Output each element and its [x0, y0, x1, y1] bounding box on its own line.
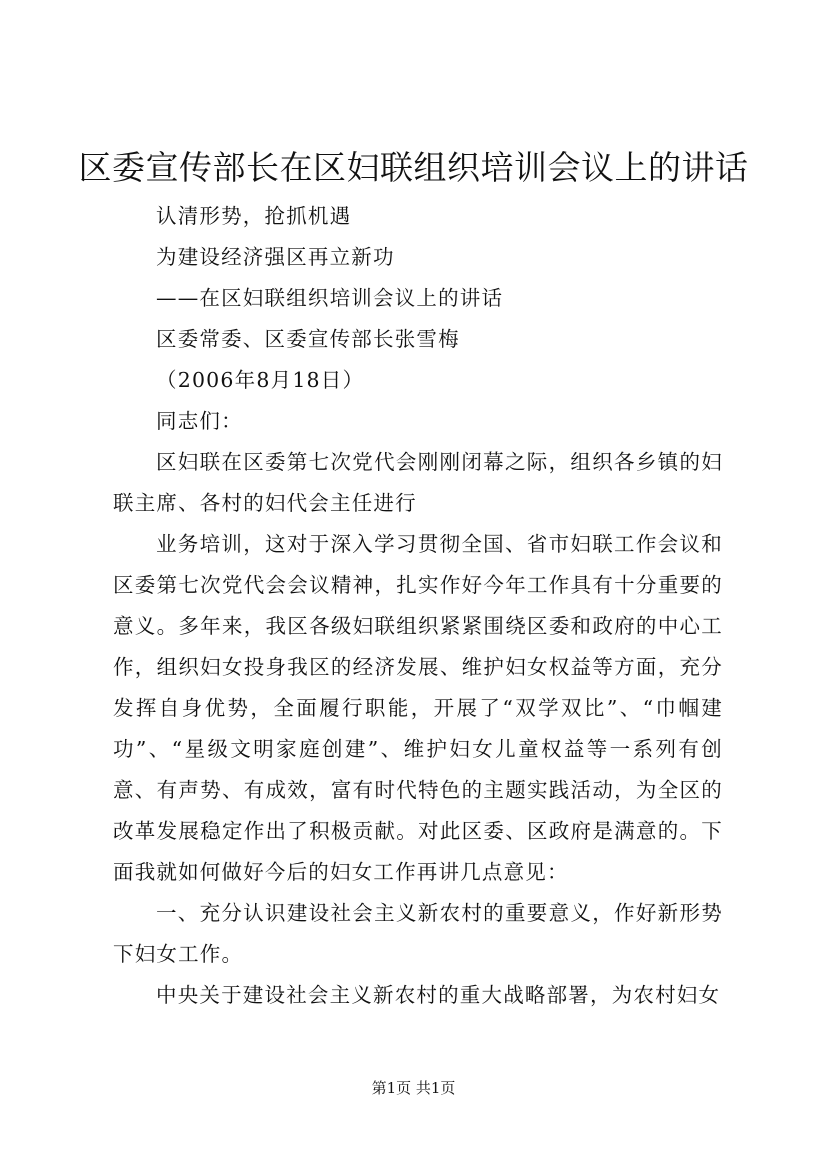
document-title: 区委宣传部长在区妇联组织培训会议上的讲话	[78, 148, 749, 187]
body-paragraph: 中央关于建设社会主义新农村的重大战略部署，为农村妇女	[156, 983, 721, 1007]
page-footer: 第1页 共1页	[371, 1079, 456, 1097]
section-heading: 一、充分认识建设社会主义新农村的重要意义，作好新形势下妇女工作。	[113, 901, 723, 966]
speaker-line: 区委常委、区委宣传部长张雪梅	[156, 327, 460, 351]
salutation: 同志们：	[156, 409, 243, 433]
subtitle-line-1: 认清形势，抢抓机遇	[156, 204, 352, 228]
body-paragraph: 区妇联在区委第七次党代会刚刚闭幕之际，组织各乡镇的妇联主席、各村的妇代会主任进行	[113, 450, 723, 515]
subtitle-line-2: 为建设经济强区再立新功	[156, 245, 395, 269]
document-body	[113, 196, 723, 1016]
body-paragraph: 业务培训，这对于深入学习贯彻全国、省市妇联工作会议和区委第七次党代会会议精神，扎实作好今年工作具有十分重要的意义。多年来，我区各级妇联组织紧紧围绕区委和政府的中心工作，组织妇女投身我区的经济发展、维护妇女权益等方面，充分发挥自身优势，全面履行职能，开展了“双学双比”、“巾帼建功”、“星级文明家庭创建”、维护妇女儿童权益等一系列有创意、有声势、有成效，富有时代特色的主题实践活动，为全区的改革发展稳定作出了积极贡献。对此区委、区政府是满意的。下面我就如何做好今后的妇女工作再讲几点意见：	[113, 532, 723, 884]
subtitle-line-3: ——在区妇联组织培训会议上的讲话	[156, 286, 504, 310]
date-line: （2006年8月18日）	[156, 368, 365, 392]
